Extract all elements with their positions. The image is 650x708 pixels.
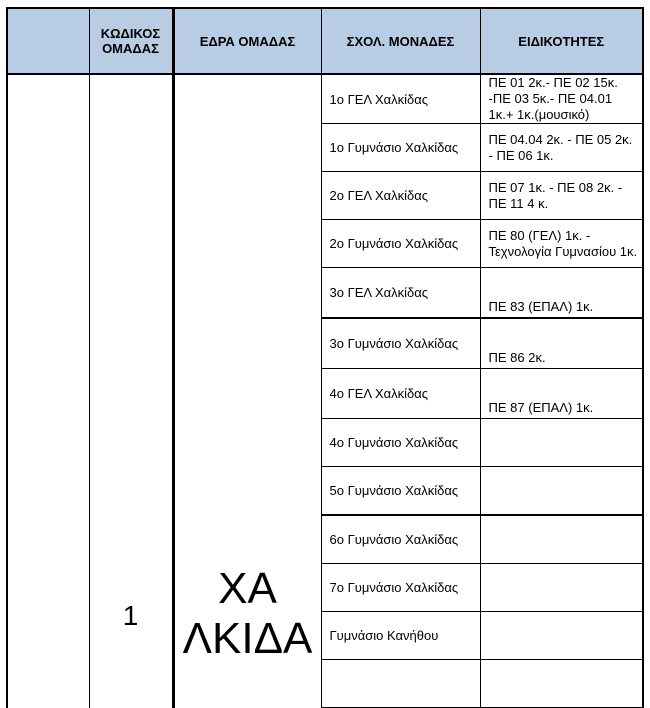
table-row	[7, 74, 643, 124]
school-unit-cell[interactable]: 4ο Γυμνάσιο Χαλκίδας	[321, 419, 480, 467]
school-unit-cell[interactable]: 2ο Γυμνάσιο Χαλκίδας	[321, 220, 480, 268]
school-groups-table	[6, 7, 644, 708]
specialties-cell[interactable]	[480, 564, 643, 612]
group-seat-line1: ΧΑ	[218, 563, 277, 613]
specialties-cell[interactable]	[480, 515, 643, 564]
header-blank[interactable]	[7, 8, 89, 74]
school-unit-cell[interactable]: 4ο ΓΕΛ Χαλκίδας	[321, 369, 480, 419]
school-unit-cell[interactable]	[321, 660, 480, 708]
specialties-cell[interactable]	[480, 467, 643, 516]
group-seat-value	[175, 564, 321, 708]
specialties-cell[interactable]: ΠΕ 80 (ΓΕΛ) 1κ. - Τεχνολογία Γυμνασίου 1κ.	[480, 220, 643, 268]
specialties-cell[interactable]: ΠΕ 01 2κ.- ΠΕ 02 15κ. -ΠΕ 03 5κ.- ΠΕ 04.01 1κ.+ 1κ.(μουσικό)	[480, 74, 643, 124]
header-school-units[interactable]: ΣΧΟΛ. ΜΟΝΑΔΕΣ	[321, 8, 480, 74]
school-unit-cell[interactable]: Γυμνάσιο Κανήθου	[321, 612, 480, 660]
header-group-seat[interactable]: ΕΔΡΑ ΟΜΑΔΑΣ	[173, 8, 321, 74]
specialties-cell[interactable]	[480, 612, 643, 660]
group-seat-line2: ΛΚΙΔΑ	[182, 613, 313, 663]
group-seat-cell[interactable]	[173, 74, 321, 708]
header-group-code[interactable]: ΚΩΔΙΚΟΣ ΟΜΑΔΑΣ	[89, 8, 173, 74]
school-unit-cell[interactable]: 5ο Γυμνάσιο Χαλκίδας	[321, 467, 480, 516]
specialties-cell[interactable]: ΠΕ 04.04 2κ. - ΠΕ 05 2κ. - ΠΕ 06 1κ.	[480, 124, 643, 172]
specialties-cell[interactable]: ΠΕ 07 1κ. - ΠΕ 08 2κ. - ΠΕ 11 4 κ.	[480, 172, 643, 220]
group-code-cell[interactable]	[89, 74, 173, 708]
header-specialties[interactable]: ΕΙΔΙΚΟΤΗΤΕΣ	[480, 8, 643, 74]
header-row	[7, 8, 643, 74]
group-code-value: 1	[122, 599, 139, 631]
specialties-cell[interactable]: ΠΕ 83 (ΕΠΑΛ) 1κ.	[480, 268, 643, 319]
blank-cell[interactable]	[7, 74, 89, 708]
specialties-cell[interactable]	[480, 660, 643, 708]
school-unit-cell[interactable]: 3ο Γυμνάσιο Χαλκίδας	[321, 318, 480, 369]
specialties-cell[interactable]: ΠΕ 87 (ΕΠΑΛ) 1κ.	[480, 369, 643, 419]
school-unit-cell[interactable]: 1ο Γυμνάσιο Χαλκίδας	[321, 124, 480, 172]
specialties-cell[interactable]: ΠΕ 86 2κ.	[480, 318, 643, 369]
school-unit-cell[interactable]: 7ο Γυμνάσιο Χαλκίδας	[321, 564, 480, 612]
school-unit-cell[interactable]: 6ο Γυμνάσιο Χαλκίδας	[321, 515, 480, 564]
school-unit-cell[interactable]: 1ο ΓΕΛ Χαλκίδας	[321, 74, 480, 124]
school-unit-cell[interactable]: 2ο ΓΕΛ Χαλκίδας	[321, 172, 480, 220]
spreadsheet-table-container	[6, 7, 642, 708]
school-unit-cell[interactable]: 3ο ΓΕΛ Χαλκίδας	[321, 268, 480, 319]
specialties-cell[interactable]	[480, 419, 643, 467]
